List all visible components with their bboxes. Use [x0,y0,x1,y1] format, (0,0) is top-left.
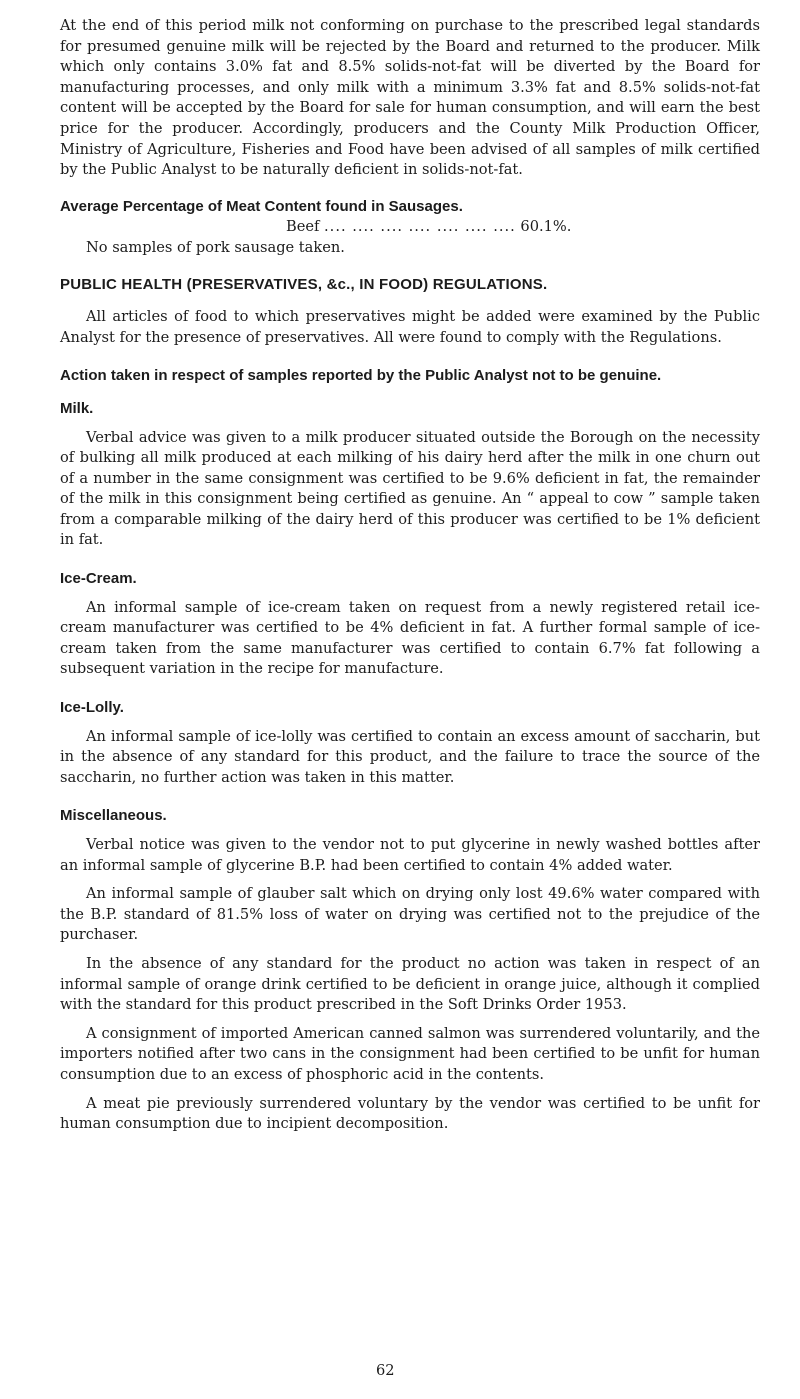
beef-label: Beef [286,218,320,236]
miscellaneous-paragraph-5: A meat pie previously surrendered voluntary by the vendor was certified to be unfit for human consumption due to incipient decomposition. [60,1094,760,1133]
page-number: 62 [376,1362,395,1379]
preservatives-heading: PUBLIC HEALTH (PRESERVATIVES, &c., IN FOOD) REGULATIONS. [60,275,548,293]
document-page [60,16,760,1135]
ice-lolly-paragraph: An informal sample of ice-lolly was certified to contain an excess amount of saccharin, but in the absence of any standard for this product, and the failure to trace the source of the saccharin, no further action was taken in this matter. [60,727,760,786]
beef-value: 60.1%. [520,218,572,236]
preservatives-paragraph: All articles of food to which preservatives might be added were examined by the Public Analyst for the presence of preservatives. All were found to comply with the Regulations. [60,308,760,346]
miscellaneous-paragraph-4: A consignment of imported American canned salmon was surrendered voluntarily, and the importers notified after two cans in the consignment had been certified to be unfit for human consumption due to an excess of phosphoric acid in the contents. [60,1024,760,1083]
milk-heading: Milk. [60,399,94,417]
ice-cream-heading: Ice-Cream. [60,570,137,588]
pork-note: No samples of pork sausage taken. [86,238,345,256]
ice-cream-paragraph: An informal sample of ice-cream taken on request from a newly registered retail ice-cream manufacturer was certified to be 4% deficient in fat. A further formal sample of ice-cream taken from the same manufacturer was certified to contain 6.7% fat following a subsequent variation in the recipe for manufacture. [60,598,760,678]
miscellaneous-paragraph-1: Verbal notice was given to the vendor not to put glycerine in newly washed bottles after an informal sample of glycerine B.P. had been certified to contain 4% added water. [60,836,760,874]
leader-dots: .... .... .... .... .... .... .... [324,218,516,236]
action-heading: Action taken in respect of samples reported by the Public Analyst not to be genuine. [60,367,662,385]
ice-lolly-heading: Ice-Lolly. [60,699,124,717]
miscellaneous-paragraph-3: In the absence of any standard for the product no action was taken in respect of an informal sample of orange drink certified to be deficient in orange juice, although it complied with the standard for this product prescribed in the Soft Drinks Order 1953. [60,954,760,1014]
miscellaneous-heading: Miscellaneous. [60,807,167,825]
sausages-heading: Average Percentage of Meat Content found in Sausages. [60,197,463,215]
milk-paragraph: Verbal advice was given to a milk producer situated outside the Borough on the necessity of bulking all milk produced at each milking of his dairy herd after the milk in one churn out of a number in the same consignment was certified to be 9.6% deficient in fat, the remainder of the milk in this consignment being certified as genuine. An “ appeal to cow ” sample taken from a comparable milking of the dairy herd of this producer was certified to be 1% deficient in fat. [60,428,760,549]
beef-content-line [60,217,760,238]
miscellaneous-paragraph-2: An informal sample of glauber salt which on drying only lost 49.6% water compared with the B.P. standard of 81.5% loss of water on drying was certified not to the prejudice of the purchaser. [60,885,760,944]
intro-paragraph: At the end of this period milk not conforming on purchase to the prescribed legal standards for presumed genuine milk will be rejected by the Board and returned to the producer. Milk which only contains 3.0% fat and 8.5% solids-not-fat will be diverted by the Board for manufacturing processes, and only milk with a minimum 3.3% fat and 8.5% solids-not-fat content will be accepted by the Board for sale for human consumption, and will earn the best price for the producer. Accordingly, producers and the County Milk Production Officer, Ministry of Agriculture, Fisheries and Food have been advised of all samples of milk certified by the Public Analyst to be naturally deficient in solids-not-fat. [60,17,760,179]
